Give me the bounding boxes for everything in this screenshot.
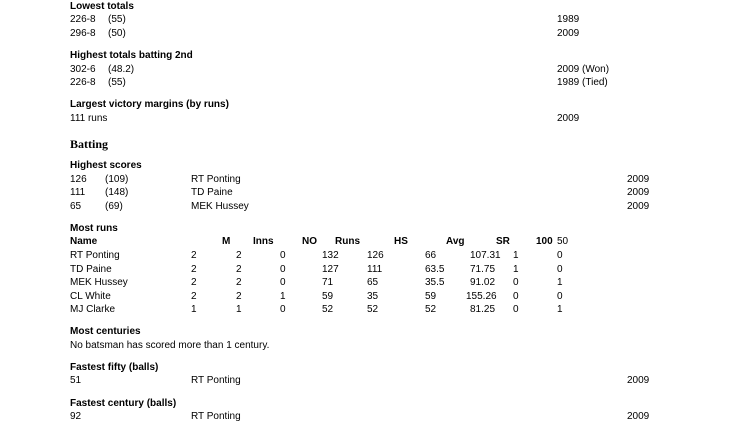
average: 35.5 xyxy=(425,277,445,288)
highest-scores-year: 2009 xyxy=(627,187,650,198)
runs: 71 xyxy=(322,277,334,288)
strike-rate: 107.31 xyxy=(470,250,501,261)
matches: 2 xyxy=(191,277,197,288)
highest-scores-runs: 111 xyxy=(70,187,86,198)
lowest-totals-year: 1989 xyxy=(557,14,580,25)
largest-victory-heading: Largest victory margins (by runs) xyxy=(70,99,229,110)
highest-scores-player: MEK Hussey xyxy=(191,201,249,212)
innings: 2 xyxy=(236,291,242,302)
fastest-fifty-player: RT Ponting xyxy=(191,375,241,386)
col-header-avg: Avg xyxy=(446,236,465,247)
col-header-sr: SR xyxy=(496,236,510,247)
hundreds: 1 xyxy=(513,264,519,275)
highest-scores-runs: 126 xyxy=(70,174,87,185)
highest-scores-year: 2009 xyxy=(627,174,650,185)
highest-scores-year: 2009 xyxy=(627,201,650,212)
fastest-fifty-balls: 51 xyxy=(70,375,82,386)
highest-scores-player: RT Ponting xyxy=(191,174,241,185)
high-score: 65 xyxy=(367,277,379,288)
highest-scores-heading: Highest scores xyxy=(70,160,142,171)
average: 59 xyxy=(425,291,437,302)
col-header-runs: Runs xyxy=(335,236,360,247)
runs: 52 xyxy=(322,304,334,315)
fastest-fifty-heading: Fastest fifty (balls) xyxy=(70,362,159,373)
high-score: 35 xyxy=(367,291,379,302)
highest-scores-balls: (109) xyxy=(105,174,129,185)
lowest-totals-year: 2009 xyxy=(557,28,580,39)
fastest-century-year: 2009 xyxy=(627,411,650,422)
col-header-name: Name xyxy=(70,236,98,247)
fifties: 0 xyxy=(557,291,563,302)
average: 63.5 xyxy=(425,264,445,275)
col-header-inns: Inns xyxy=(253,236,274,247)
fastest-century-heading: Fastest century (balls) xyxy=(70,398,177,409)
col-header-100: 100 xyxy=(536,236,553,247)
high-score: 52 xyxy=(367,304,379,315)
fifties: 1 xyxy=(557,304,563,315)
highest-totals-2nd-score: 302-6 xyxy=(70,64,96,75)
strike-rate: 155.26 xyxy=(466,291,497,302)
lowest-totals-score: 296-8 xyxy=(70,28,96,39)
highest-scores-runs: 65 xyxy=(70,201,82,212)
fifties: 0 xyxy=(557,264,563,275)
strike-rate: 71.75 xyxy=(470,264,496,275)
matches: 2 xyxy=(191,250,197,261)
fastest-century-balls: 92 xyxy=(70,411,82,422)
matches: 2 xyxy=(191,264,197,275)
lowest-totals-overs: (50) xyxy=(108,28,126,39)
highest-totals-2nd-year: 2009 (Won) xyxy=(557,64,610,75)
hundreds: 0 xyxy=(513,277,519,288)
matches: 2 xyxy=(191,291,197,302)
col-header-m: M xyxy=(222,236,231,247)
fifties: 0 xyxy=(557,250,563,261)
runs: 127 xyxy=(322,264,339,275)
batsman-name: RT Ponting xyxy=(70,250,120,261)
most-runs-heading: Most runs xyxy=(70,223,118,234)
lowest-totals-heading: Lowest totals xyxy=(70,1,134,12)
highest-totals-2nd-overs: (48.2) xyxy=(108,64,135,75)
col-header-no: NO xyxy=(302,236,317,247)
highest-scores-player: TD Paine xyxy=(191,187,233,198)
matches: 1 xyxy=(191,304,197,315)
not-outs: 0 xyxy=(280,304,286,315)
not-outs: 0 xyxy=(280,277,286,288)
fastest-century-player: RT Ponting xyxy=(191,411,241,422)
highest-scores-balls: (148) xyxy=(105,187,129,198)
not-outs: 0 xyxy=(280,264,286,275)
fifties: 1 xyxy=(557,277,563,288)
col-header-50: 50 xyxy=(557,236,569,247)
innings: 1 xyxy=(236,304,242,315)
average: 66 xyxy=(425,250,437,261)
batsman-name: MEK Hussey xyxy=(70,277,128,288)
lowest-totals-overs: (55) xyxy=(108,14,126,25)
strike-rate: 81.25 xyxy=(470,304,496,315)
not-outs: 1 xyxy=(280,291,286,302)
runs: 59 xyxy=(322,291,334,302)
batsman-name: MJ Clarke xyxy=(70,304,116,315)
highest-scores-balls: (69) xyxy=(105,201,123,212)
high-score: 111 xyxy=(367,264,383,275)
highest-totals-2nd-score: 226-8 xyxy=(70,77,96,88)
most-centuries-text: No batsman has scored more than 1 century. xyxy=(70,340,270,351)
largest-victory-margin: 111 runs xyxy=(70,113,108,124)
lowest-totals-score: 226-8 xyxy=(70,14,96,25)
batting-section-title: Batting xyxy=(70,137,109,151)
highest-totals-2nd-heading: Highest totals batting 2nd xyxy=(70,50,193,61)
batsman-name: TD Paine xyxy=(70,264,112,275)
largest-victory-year: 2009 xyxy=(557,113,580,124)
not-outs: 0 xyxy=(280,250,286,261)
highest-totals-2nd-overs: (55) xyxy=(108,77,126,88)
innings: 2 xyxy=(236,264,242,275)
fastest-fifty-year: 2009 xyxy=(627,375,650,386)
innings: 2 xyxy=(236,250,242,261)
runs: 132 xyxy=(322,250,339,261)
batsman-name: CL White xyxy=(70,291,111,302)
innings: 2 xyxy=(236,277,242,288)
most-centuries-heading: Most centuries xyxy=(70,326,141,337)
high-score: 126 xyxy=(367,250,384,261)
average: 52 xyxy=(425,304,437,315)
hundreds: 0 xyxy=(513,291,519,302)
hundreds: 0 xyxy=(513,304,519,315)
col-header-hs: HS xyxy=(394,236,408,247)
hundreds: 1 xyxy=(513,250,519,261)
strike-rate: 91.02 xyxy=(470,277,496,288)
highest-totals-2nd-year: 1989 (Tied) xyxy=(557,77,608,88)
